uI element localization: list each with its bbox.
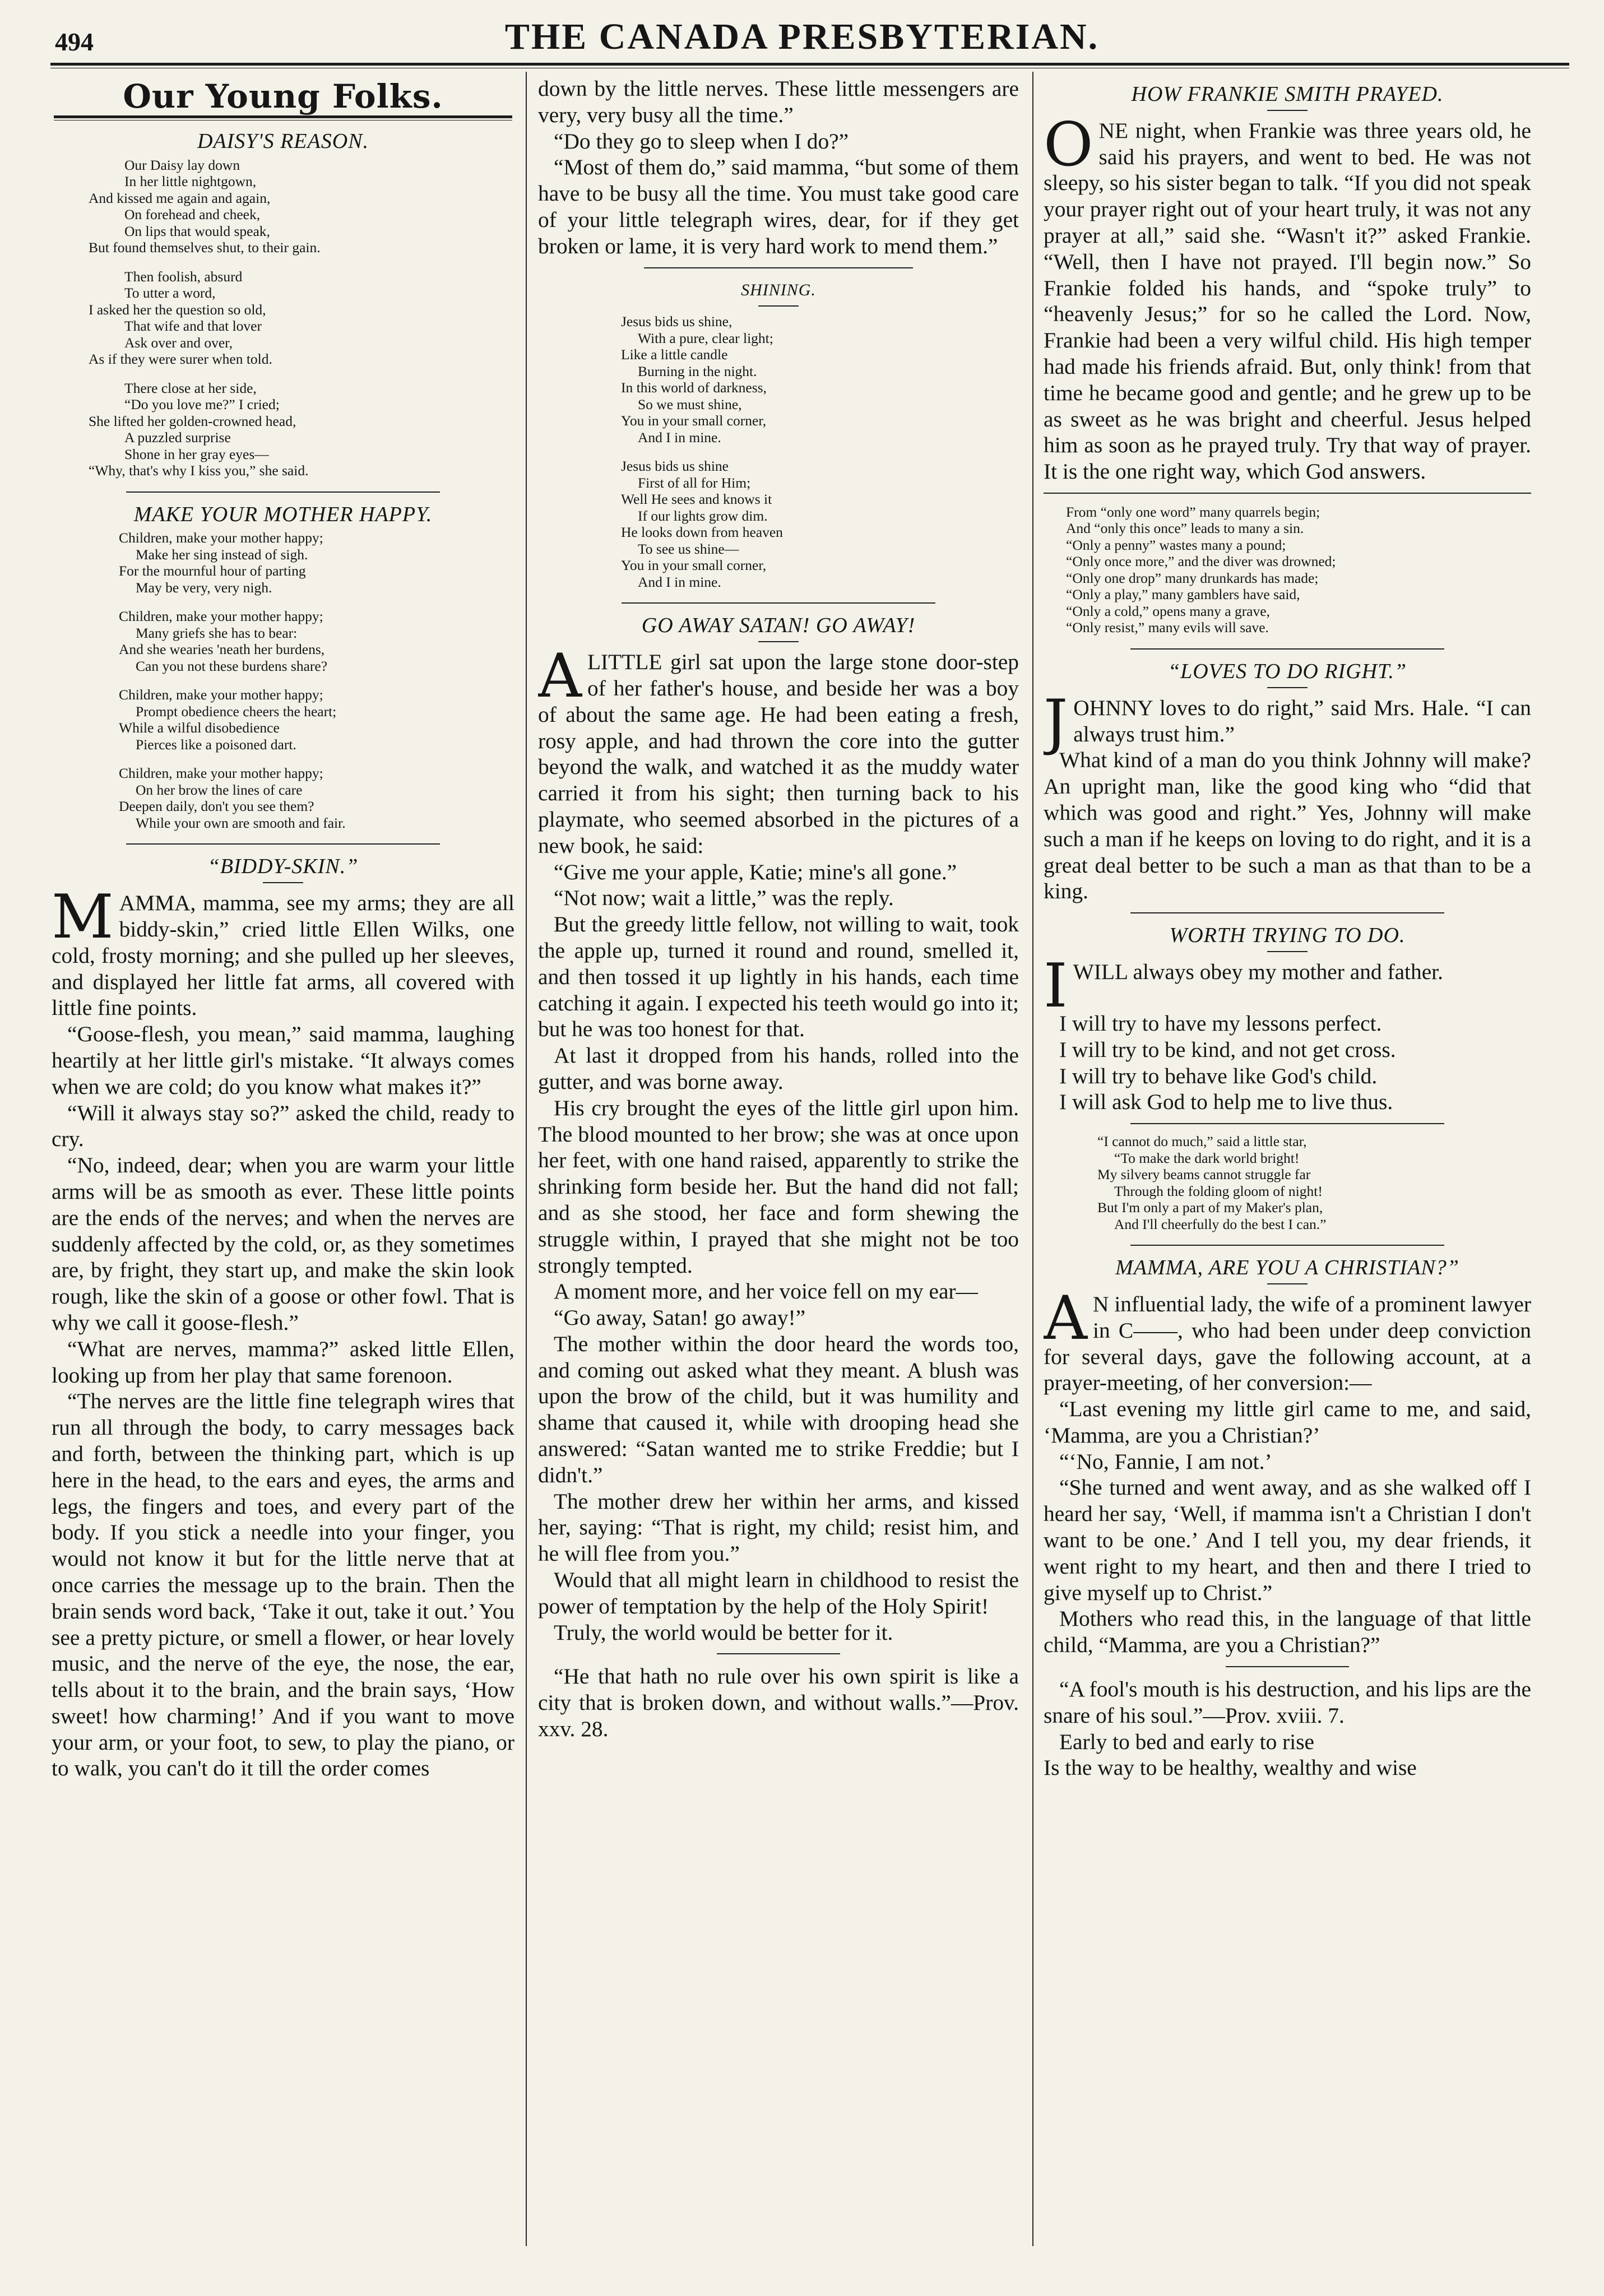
article-paragraph: But the greedy little fellow, not willing to wait, took the apple up, turned it round and round, smelled it, and then tossed it up lightly in his hands, each time catching it again. I expected his teeth would go into it; but he was too honest for that.	[538, 912, 1019, 1042]
proverb-quote: “He that hath no rule over his own spirit is like a city that is broken down, and without walls.”—Prov. xxv. 28.	[538, 1664, 1019, 1742]
poem-line: On lips that would speak,	[124, 222, 270, 239]
title-rule	[1267, 687, 1308, 688]
poem-line: Ask over and over,	[124, 334, 233, 351]
column-divider	[1032, 72, 1033, 2246]
section-rule	[622, 602, 935, 604]
header-rule	[50, 63, 1569, 68]
article-paragraph: A moment more, and her voice fell on my ear—	[554, 1279, 978, 1304]
poem-line: “Do you love me?” I cried;	[124, 396, 280, 413]
poem-line: Children, make your mother happy;	[119, 530, 323, 546]
section-rule	[644, 267, 913, 268]
poem-line: For the mournful hour of parting	[119, 563, 306, 579]
newspaper-title: THE CANADA PRESBYTERIAN.	[504, 16, 1100, 57]
article-paragraph: Mothers who read this, in the language of that little child, “Mamma, are you a Christian?”	[1044, 1606, 1531, 1658]
article-paragraph: “Not now; wait a little,” was the reply.	[554, 885, 894, 911]
poem-line: There close at her side,	[124, 379, 257, 396]
article-paragraph: A N influential lady, the wife of a prominent lawyer in C——, who had been under deep conviction for several days, gave the following account, at a prayer-meeting, of her conversion:—	[1044, 1283, 1531, 1395]
poem-line: Prompt obedience cheers the heart;	[136, 703, 337, 720]
poem-line: In this world of darkness,	[621, 379, 767, 396]
poem	[89, 157, 514, 479]
poem-line: With a pure, clear light;	[638, 330, 773, 346]
article-paragraph: “Will it always stay so?” asked the child, ready to cry.	[52, 1100, 514, 1152]
poem-stanza	[1066, 504, 1531, 636]
poem-line: Jesus bids us shine,	[621, 313, 733, 330]
article-paragraph: MAMMA, mamma, see my arms; they are all biddy-skin,” cried little Ellen Wilks, one cold, frosty morning; and she pulled up her sleeves, and displayed her little fat arms, all covered with little fine points.	[52, 882, 514, 1021]
poem-line: Through the folding gloom of night!	[1114, 1182, 1323, 1199]
article-paragraph: “No, indeed, dear; when you are warm your little arms will be as smooth as ever. These little points are the ends of the nerves; and when the nerves are suddenly affected by the cold, or, as they sometimes are, by fright, they start up, and make the skin look rough, like the skin of a goose or other fowl. That is why we call it goose-flesh.”	[52, 1153, 514, 1335]
poem-line: First of all for Him;	[638, 474, 751, 491]
article-paragraph: “Do they go to sleep when I do?”	[554, 128, 849, 154]
poem-line: My silvery beams cannot struggle far	[1097, 1166, 1311, 1183]
section-rule	[126, 843, 440, 845]
article-paragraph: What kind of a man do you think Johnny will make? An upright man, like the good king who “did that which was good and right.” Yes, Johnny will make such a man if he keeps on loving to do right, and it is a great deal better to be such a man as that than to be a king.	[1044, 748, 1531, 904]
article-paragraph: Would that all might learn in childhood to resist the power of temptation by the help of the Holy Spirit!	[538, 1567, 1019, 1618]
poem-stanza	[119, 687, 514, 753]
poem-line: I asked her the question so old,	[89, 301, 266, 318]
title-rule	[758, 641, 799, 642]
poem-line: “Only a play,” many gamblers have said,	[1066, 586, 1300, 603]
poem-line: She lifted her golden-crowned head,	[89, 412, 296, 429]
poem-line: Deepen daily, don't you see them?	[119, 798, 314, 815]
section-rule	[1130, 912, 1444, 913]
poem-line: Children, make your mother happy;	[119, 765, 323, 782]
poem-stanza	[89, 157, 514, 256]
title-rule	[1267, 110, 1308, 111]
poem-line: Can you not these burdens share?	[136, 657, 328, 674]
poem-line: “Only a penny” wastes many a pound;	[1066, 536, 1286, 553]
poem-line: “Why, that's why I kiss you,” she said.	[89, 462, 309, 479]
poem-line: Then foolish, absurd	[124, 268, 243, 285]
article-paragraph: “Last evening my little girl came to me, and said, ‘Mamma, are you a Christian?’	[1044, 1397, 1531, 1448]
poem-line: Shone in her gray eyes—	[124, 446, 269, 462]
article-paragraph: “Go away, Satan! go away!”	[554, 1305, 806, 1330]
drop-cap: O	[1044, 109, 1093, 180]
poem-line: May be very, very nigh.	[136, 579, 272, 596]
drop-cap: J	[1044, 687, 1068, 757]
section-rule	[1130, 1123, 1444, 1124]
article-paragraph: I will ask God to help me to live thus.	[1059, 1089, 1393, 1115]
article-paragraph: I will try to behave like God's child.	[1059, 1063, 1378, 1088]
article-paragraph: His cry brought the eyes of the little girl upon him. The blood mounted to her brow; she was at once upon her feet, with one hand raised, apparently to strike the shrinking form beside her. But the hand did not fall; and as she stood, her face and form shewing the struggle within, I prayed that she might not be too strongly tempted.	[538, 1095, 1019, 1278]
column-1	[52, 76, 514, 2289]
poem-line: While your own are smooth and fair.	[136, 814, 346, 831]
poem-line: Burning in the night.	[638, 363, 757, 379]
poem-line: You in your small corner,	[621, 557, 767, 574]
page-number: 494	[55, 27, 94, 56]
article-paragraph: JOHNNY loves to do right,” said Mrs. Hale. “I can always trust him.”	[1044, 687, 1531, 757]
article-paragraph: “The nerves are the little fine telegraph wires that run all through the body, to carry messages back and forth, between the thinking part, which is up here in the head, to the ears and eyes, the arms and legs, the fingers and toes, and every part of the body. If you stick a needle into your finger, you would not know it but for the little nerve that at once carries the message up to the brain. Then the brain sends word back, ‘Take it out, take it out.’ You see a pretty picture, or smell a flower, or hear lovely music, and the nerve of the eye, the nose, the ear, tells about it to the brain, and the brain says, ‘How sweet! how charming!’ And if you want to move your arm, or your foot, to sew, to play the piano, or to walk, you can't do it till the order comes	[52, 1389, 514, 1781]
article-title: MAMMA, ARE YOU A CHRISTIAN?”	[1115, 1256, 1459, 1280]
poem-line: Make her sing instead of sigh.	[136, 546, 308, 563]
article-title: “LOVES TO DO RIGHT.”	[1167, 659, 1407, 683]
poem-stanza	[119, 608, 514, 674]
poem-line: That wife and that lover	[124, 318, 262, 335]
drop-cap: M	[52, 882, 114, 953]
proverb-quote: “A fool's mouth is his destruction, and his lips are the snare of his soul.”—Prov. xviii. 7.	[1044, 1677, 1531, 1728]
poem-line: Children, make your mother happy;	[119, 687, 323, 703]
poem-stanza	[89, 380, 514, 479]
poem-line: To see us shine—	[638, 540, 739, 557]
filler-verse	[1066, 504, 1531, 636]
poem-line: And kissed me again and again,	[89, 189, 271, 206]
article-paragraph: Truly, the world would be better for it.	[554, 1620, 893, 1645]
article-title: DAISY'S REASON.	[197, 129, 369, 153]
section-rule	[1226, 1666, 1349, 1667]
article-paragraph: I will try to be kind, and not get cross.	[1059, 1037, 1396, 1062]
article-paragraph: “She turned and went away, and as she walked off I heard her say, ‘Well, if mamma isn't a Christian I don't want to be one.’ And I tell you, my dear friends, it went right to my heart, and then and there I tried to give myself up to Christ.”	[1044, 1475, 1531, 1605]
poem-line: But I'm only a part of my Maker's plan,	[1097, 1199, 1323, 1216]
title-rule	[1267, 951, 1308, 952]
poem-line: If our lights grow dim.	[638, 507, 768, 524]
article-title: MAKE YOUR MOTHER HAPPY.	[133, 502, 433, 526]
poem-line: Jesus bids us shine	[621, 458, 729, 475]
section-rule	[1130, 1245, 1444, 1246]
poem-line: Like a little candle	[621, 346, 728, 363]
poem-line: He looks down from heaven	[621, 524, 783, 541]
article-title: “BIDDY-SKIN.”	[207, 855, 359, 879]
poem-line: And “only this once” leads to many a sin.	[1066, 520, 1304, 537]
poem-stanza	[621, 313, 1019, 446]
article-paragraph: I will try to have my lessons perfect.	[1059, 1010, 1382, 1036]
article-paragraph: IWILL always obey my mother and father.	[1044, 950, 1443, 1021]
article-paragraph: down by the little nerves. These little messengers are very, very busy all the time.”	[538, 76, 1019, 127]
poem-line: So we must shine,	[638, 396, 742, 412]
article-title: HOW FRANKIE SMITH PRAYED.	[1131, 82, 1444, 106]
column-2	[538, 76, 1019, 2289]
poem-stanza	[119, 530, 514, 596]
article-paragraph: “Goose-flesh, you mean,” said mamma, laughing heartily at her little girl's mistake. “It always comes when we are cold; do you know what makes it?”	[52, 1022, 514, 1099]
article-paragraph: “‘No, Fannie, I am not.’	[1059, 1449, 1272, 1474]
article-paragraph: The mother within the door heard the words too, and coming out asked what they meant. A blush was upon the brow of the child, but it was humility and shame that caused it, while with drooping head she answered: “Satan wanted me to strike Freddie; but I didn't.”	[538, 1331, 1019, 1487]
column-3	[1044, 76, 1531, 2289]
poem-stanza	[89, 268, 514, 368]
poem-line: To utter a word,	[124, 285, 216, 302]
poem-line: As if they were surer when told.	[89, 351, 272, 368]
poem-line: But found themselves shut, to their gain.	[89, 239, 321, 256]
article-paragraph: “Most of them do,” said mamma, “but some of them have to be busy all the time. You must take good care of your little telegraph wires, dear, for if they get broken or lame, it is very hard work to mend them.”	[538, 155, 1019, 258]
poem-line: “To make the dark world bright!	[1114, 1149, 1300, 1166]
article-paragraph: ONE night, when Frankie was three years old, he said his prayers, and went to bed. He was not sleepy, so his sister began to talk. “If you did not speak your prayer right out of your heart truly, it was not any prayer at all,” said she. “Wasn't it?” asked Frankie. “Well, then I have not prayed. I'll begin now.” So Frankie folded his hands, and “spoke truly” to “heavenly Jesus;” for so he called the Lord. Now, Frankie had been a very wilful child. His high temper had made his friends afraid. But, only think! from that time he became good and gentle; and he grew up to be as sweet as he was bright and cheerful. Jesus helped him as soon as he prayed truly. Try that way of prayer. It is the one right way, which God answers.	[1044, 109, 1531, 484]
poem-line: Pierces like a poisoned dart.	[136, 736, 296, 753]
poem-stanza	[119, 765, 514, 831]
poem-line: In her little nightgown,	[124, 173, 257, 190]
poem-line: And I in mine.	[638, 573, 721, 590]
masthead-rule	[54, 115, 512, 120]
article-paragraph: At last it dropped from his hands, rolled into the gutter, and was borne away.	[538, 1043, 1019, 1094]
section-rule	[717, 1653, 840, 1654]
drop-cap: I	[1044, 950, 1068, 1021]
article-paragraph: ALITTLE girl sat upon the large stone door-step of her father's house, and beside her was a boy of about the same age. He had been eating a fresh, rosy apple, and had thrown the core into the gutter beyond the walk, and watched it as the muddy water carried it from his sight; then turning back to his playmate, who seemed absorbed in the pictures of a new book, he said:	[538, 641, 1019, 858]
poem-line: You in your small corner,	[621, 412, 767, 429]
poem	[119, 530, 514, 831]
poem-line: “Only a cold,” opens many a grave,	[1066, 602, 1270, 619]
article-paragraph: “Give me your apple, Katie; mine's all gone.”	[554, 859, 957, 884]
article-paragraph: “What are nerves, mamma?” asked little Ellen, looking up from her play that same forenoon.	[52, 1336, 514, 1388]
article-title: SHINING.	[741, 280, 816, 299]
section-rule	[126, 491, 440, 493]
drop-cap: A	[1044, 1283, 1087, 1353]
poem-line: Our Daisy lay down	[124, 156, 240, 173]
poem	[621, 313, 1019, 590]
poem-line: And she wearies 'neath her burdens,	[119, 641, 325, 658]
article-paragraph: The mother drew her within her arms, and kissed her, saying: “That is right, my child; resist him, and he will flee from you.”	[538, 1488, 1019, 1566]
poem-line: And I in mine.	[638, 429, 721, 446]
poem-line: “Only once more,” and the diver was drowned;	[1066, 553, 1336, 570]
article-paragraph: Early to bed and early to rise	[1059, 1729, 1315, 1754]
poem-line: And I'll cheerfully do the best I can.”	[1114, 1216, 1327, 1232]
poem-line: Well He sees and knows it	[621, 491, 772, 508]
poem-stanza	[621, 458, 1019, 590]
poem-stanza	[1097, 1133, 1531, 1232]
poem-line: “Only resist,” many evils will save.	[1066, 619, 1269, 636]
section-rule	[1044, 493, 1531, 494]
column-divider	[526, 72, 527, 2246]
poem-line: While a wilful disobedience	[119, 720, 280, 736]
section-rule	[1130, 648, 1444, 650]
poem-line: A puzzled surprise	[124, 429, 231, 446]
poem-line: On forehead and cheek,	[124, 206, 261, 223]
poem-line: On her brow the lines of care	[136, 781, 303, 798]
title-rule	[263, 882, 303, 883]
article-title: GO AWAY SATAN! GO AWAY!	[641, 614, 916, 638]
article-paragraph: Is the way to be healthy, wealthy and wise	[1044, 1755, 1417, 1780]
article-title: WORTH TRYING TO DO.	[1169, 924, 1406, 948]
drop-cap: A	[538, 641, 582, 712]
poem-line: “I cannot do much,” said a little star,	[1097, 1133, 1307, 1150]
title-rule	[1267, 1283, 1308, 1284]
filler-verse	[1097, 1133, 1531, 1232]
poem-line: Children, make your mother happy;	[119, 608, 323, 625]
poem-line: From “only one word” many quarrels begin;	[1066, 503, 1320, 520]
poem-line: “Only one drop” many drunkards has made;	[1066, 569, 1319, 586]
title-rule	[758, 305, 799, 307]
section-masthead: Our Young Folks.	[123, 77, 443, 115]
poem-line: Many griefs she has to bear:	[136, 624, 298, 641]
